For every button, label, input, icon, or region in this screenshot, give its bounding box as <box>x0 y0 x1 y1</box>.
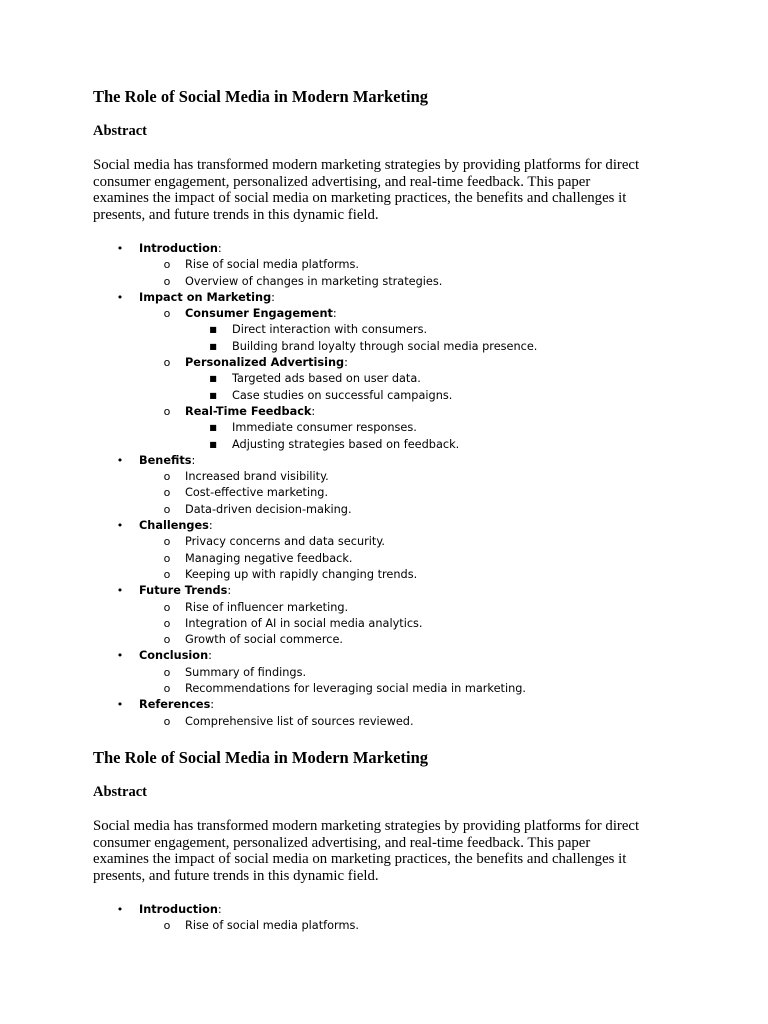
outline-item-label: Personalized Advertising <box>185 356 345 370</box>
outline-item-label: Consumer Engagement <box>185 307 333 321</box>
outline-item-label: Case studies on successful campaigns. <box>232 388 453 402</box>
bullet-circle-icon: o <box>163 616 171 630</box>
outline-item-text <box>139 583 231 599</box>
bullet-dot-icon: • <box>116 453 124 467</box>
outline-item-text <box>232 322 427 338</box>
outline-item-label: Impact on Marketing <box>139 290 272 304</box>
abstract-text <box>93 157 693 224</box>
outline-item-label: Increased brand visibility. <box>185 470 329 484</box>
outline-item-text <box>139 290 275 306</box>
abstract-line: presents, and future trends in this dynamic field. <box>93 868 379 885</box>
outline-item-label: Integration of AI in social media analytics. <box>185 616 423 630</box>
bullet-square-icon: ■ <box>209 439 217 449</box>
outline-item-label: Overview of changes in marketing strategies. <box>185 274 443 288</box>
outline-item-suffix: : <box>208 649 212 663</box>
outline-item-label: Managing negative feedback. <box>185 551 353 565</box>
outline-item-text <box>185 600 348 616</box>
outline-item-label: Growth of social commerce. <box>185 633 343 647</box>
abstract-line: presents, and future trends in this dynamic field. <box>93 207 379 224</box>
outline-item-label: Building brand loyalty through social media presence. <box>232 339 538 353</box>
bullet-circle-icon: o <box>163 919 171 933</box>
outline-item-suffix: : <box>191 453 196 467</box>
outline-item-text <box>185 918 359 934</box>
outline-item-text <box>185 355 348 371</box>
outline-item-text <box>185 257 359 273</box>
outline-item-text <box>185 632 343 648</box>
abstract-line: consumer engagement, personalized advertising, and real-time feedback. This paper <box>93 173 591 190</box>
outline-item-label: Rise of influencer marketing. <box>185 600 349 614</box>
outline-item-label: Adjusting strategies based on feedback. <box>232 437 460 451</box>
outline-item-label: Conclusion <box>139 649 209 663</box>
outline-item-suffix: : <box>210 698 215 712</box>
outline-item-label: Rise of social media platforms. <box>185 919 359 933</box>
outline-item-text <box>232 437 459 453</box>
outline-item-label: Data-driven decision-making. <box>185 502 352 516</box>
outline-item-text <box>185 502 352 518</box>
abstract-line: consumer engagement, personalized advertising, and real-time feedback. This paper <box>93 834 591 851</box>
outline-item-text <box>139 697 214 713</box>
bullet-circle-icon: o <box>163 682 171 696</box>
outline-item-suffix: : <box>217 903 222 916</box>
outline-item-suffix: : <box>208 519 213 533</box>
bullet-square-icon: ■ <box>209 390 217 400</box>
bullet-circle-icon: o <box>163 274 171 288</box>
abstract-text <box>93 818 693 885</box>
outline-item-text <box>185 485 328 501</box>
outline-item-text <box>139 518 213 534</box>
outline-item-label: Future Trends <box>139 584 228 598</box>
outline-item-text <box>185 665 306 681</box>
outline-item-label: Targeted ads based on user data. <box>232 372 421 386</box>
bullet-square-icon: ■ <box>209 341 217 351</box>
document-title-block <box>93 87 693 107</box>
outline-item-suffix: : <box>217 242 222 255</box>
bullet-dot-icon: • <box>116 519 124 533</box>
outline-item-text <box>185 469 329 485</box>
bullet-circle-icon: o <box>163 633 171 647</box>
outline-item-label: References <box>139 698 211 712</box>
bullet-dot-icon: • <box>116 649 124 663</box>
abstract-line: examines the impact of social media on marketing practices, the benefits and challenges it <box>93 190 627 207</box>
outline-item-label: Comprehensive list of sources reviewed. <box>185 714 414 728</box>
outline-item-suffix: : <box>271 290 275 304</box>
abstract-paragraph <box>93 157 693 224</box>
bullet-dot-icon: • <box>116 903 124 916</box>
bullet-square-icon: ■ <box>209 325 217 335</box>
abstract-line: Social media has transformed modern marketing strategies by providing platforms for direct <box>93 818 640 834</box>
abstract-heading: Abstract <box>93 784 147 800</box>
outline-item-text <box>139 241 222 257</box>
outline-item-label: Introduction <box>139 242 218 255</box>
outline-item-label: Immediate consumer responses. <box>232 421 417 435</box>
outline-item-text <box>185 551 352 567</box>
outline-item-label: Recommendations for leveraging social media in marketing. <box>185 682 527 696</box>
outline-item-label: Cost-effective marketing. <box>185 486 329 500</box>
document-title: The Role of Social Media in Modern Marketing <box>93 748 429 767</box>
bullet-circle-icon: o <box>163 714 171 728</box>
bullet-dot-icon: • <box>116 242 124 255</box>
outline-item-label: Rise of social media platforms. <box>185 258 359 272</box>
bullet-circle-icon: o <box>163 665 171 679</box>
bullet-dot-icon: • <box>116 698 124 712</box>
outline-item-suffix: : <box>227 584 232 598</box>
outline-item-text <box>185 616 423 632</box>
bullet-circle-icon: o <box>163 502 171 516</box>
bullet-circle-icon: o <box>163 307 171 321</box>
outline-item-label: Benefits <box>139 453 192 467</box>
bullet-dot-icon: • <box>116 290 124 304</box>
bullet-circle-icon: o <box>163 486 171 500</box>
outline-item-text <box>232 388 452 404</box>
document-title-block-repeat <box>93 748 693 768</box>
abstract-heading-block-repeat <box>93 783 693 801</box>
outline-item-suffix: : <box>332 307 337 321</box>
bullet-circle-icon: o <box>163 404 171 418</box>
outline-item-text <box>185 274 442 290</box>
outline-item-label: Real-Time Feedback <box>185 404 312 418</box>
outline-item-label: Direct interaction with consumers. <box>232 323 428 337</box>
bullet-circle-icon: o <box>163 258 171 272</box>
outline-item-text <box>185 681 526 697</box>
bullet-square-icon: ■ <box>209 374 217 384</box>
outline-item-text <box>232 371 421 387</box>
outline-item-label: Introduction <box>139 903 218 916</box>
outline-item-label: Challenges <box>139 519 209 533</box>
outline-item-label: Summary of findings. <box>185 665 307 679</box>
outline-item-label: Keeping up with rapidly changing trends. <box>185 567 418 581</box>
outline-item-text <box>232 420 417 436</box>
outline-item-text <box>139 453 195 469</box>
outline-item-text <box>185 714 414 730</box>
abstract-heading: Abstract <box>93 123 147 139</box>
outline-item-suffix: : <box>311 404 316 418</box>
outline-item-text <box>139 902 222 918</box>
document-title: The Role of Social Media in Modern Marketing <box>93 87 429 106</box>
outline-item-text <box>185 534 385 550</box>
bullet-circle-icon: o <box>163 600 171 614</box>
outline-item-text <box>185 567 417 583</box>
abstract-paragraph-repeat <box>93 818 693 885</box>
abstract-line: examines the impact of social media on marketing practices, the benefits and challenges it <box>93 851 627 868</box>
outline-item-text <box>185 306 337 322</box>
bullet-circle-icon: o <box>163 470 171 484</box>
bullet-dot-icon: • <box>116 584 124 598</box>
outline-item-text <box>139 648 212 664</box>
abstract-heading-block <box>93 122 693 140</box>
outline-item-text <box>232 339 537 355</box>
bullet-circle-icon: o <box>163 356 171 370</box>
bullet-circle-icon: o <box>163 551 171 565</box>
bullet-square-icon: ■ <box>209 423 217 433</box>
outline-item-text <box>185 404 315 420</box>
outline-item-label: Privacy concerns and data security. <box>185 535 385 549</box>
abstract-line: Social media has transformed modern marketing strategies by providing platforms for direct <box>93 157 640 173</box>
bullet-circle-icon: o <box>163 567 171 581</box>
bullet-circle-icon: o <box>163 535 171 549</box>
outline-item-suffix: : <box>344 356 348 370</box>
